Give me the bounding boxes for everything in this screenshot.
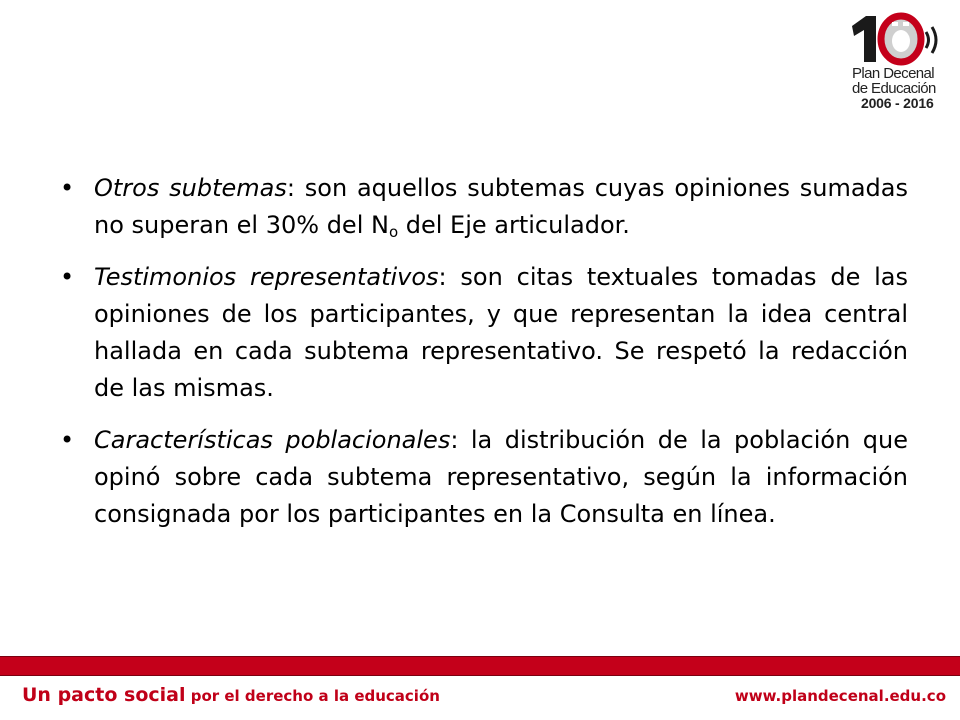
- bullet-text-end: del Eje articulador.: [398, 211, 630, 239]
- footer-red-band: [0, 656, 960, 676]
- bullet-term: Testimonios representativos: [94, 263, 439, 291]
- footer-slogan-rest: por el derecho a la educación: [185, 687, 440, 705]
- bullet-term: Otros subtemas: [94, 174, 287, 202]
- logo-emblem-icon: [846, 12, 946, 72]
- bullet-caracteristicas: [60, 422, 908, 533]
- plan-decenal-logo: [846, 12, 946, 114]
- bullet-subscript: o: [388, 223, 399, 241]
- logo-line-2: de Educación: [852, 80, 936, 97]
- logo-line-1: Plan Decenal: [852, 65, 935, 82]
- bullet-testimonios: [60, 259, 908, 407]
- bullet-otros-subtemas: [60, 170, 908, 244]
- bullet-text: : son aquellos subtemas cuyas opiniones sumadas no superan el 30% del N: [94, 174, 909, 239]
- bullet-term: Características poblacionales: [94, 426, 451, 454]
- footer-slogan: [22, 684, 440, 706]
- footer-url-link[interactable]: www.plandecenal.edu.co: [734, 687, 946, 705]
- logo-years: 2006 - 2016: [861, 95, 934, 111]
- footer-slogan-main: Un pacto social: [22, 684, 186, 706]
- bullet-list: [60, 170, 908, 548]
- bullet-text: : son citas textuales tomadas de las opiniones de los participantes, y que representan la idea central hallada en cada subtema representativo. Se respetó la redacción de las mismas.: [94, 263, 909, 402]
- bullet-text: : la distribución de la población que opinó sobre cada subtema representativo, según la información consignada por los participantes en la Consulta en línea.: [94, 426, 908, 528]
